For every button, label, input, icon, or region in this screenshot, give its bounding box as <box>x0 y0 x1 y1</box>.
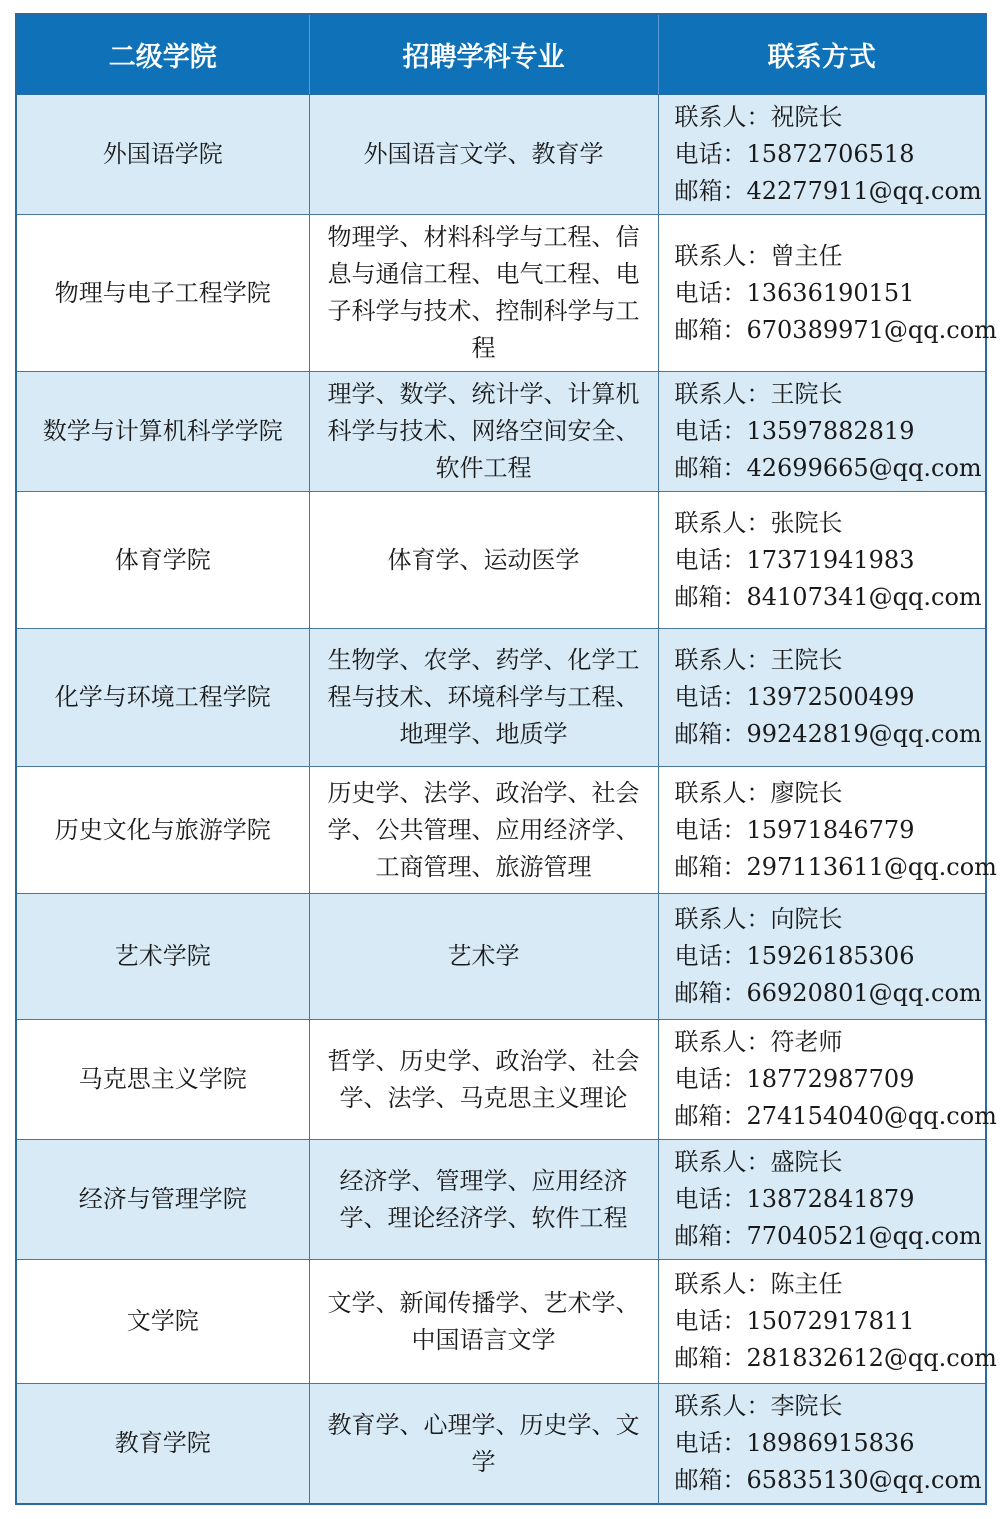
college-name: 物理与电子工程学院 <box>16 215 309 372</box>
college-name: 艺术学院 <box>16 894 309 1020</box>
majors-text: 物理学、材料科学与工程、信息与通信工程、电气工程、电子科学与技术、控制科学与工程 <box>309 215 658 372</box>
contact-phone: 电话：18772987709 <box>674 1065 915 1093</box>
contact-phone: 电话：13636190151 <box>674 278 915 307</box>
contact-phone: 电话：15926185306 <box>674 942 915 970</box>
majors-text: 历史学、法学、政治学、社会学、公共管理、应用经济学、工商管理、旅游管理 <box>309 767 658 894</box>
majors-text: 哲学、历史学、政治学、社会学、法学、马克思主义理论 <box>309 1020 658 1140</box>
contact-email: 邮箱：65835130@qq.com <box>674 1466 982 1494</box>
contact-person: 联系人：曾主任 <box>674 241 843 270</box>
contact-person: 联系人：盛院长 <box>674 1148 843 1176</box>
contact-phone: 电话：15072917811 <box>674 1307 915 1335</box>
contact-person: 联系人：廖院长 <box>674 778 843 807</box>
majors-text: 生物学、农学、药学、化学工程与技术、环境科学与工程、地理学、地质学 <box>309 629 658 767</box>
table-row <box>16 492 986 629</box>
contact-phone: 电话：17371941983 <box>674 545 915 574</box>
header-majors: 招聘学科专业 <box>309 14 658 95</box>
contact-email: 邮箱：99242819@qq.com <box>674 720 982 748</box>
contact-person: 联系人：张院长 <box>674 508 843 537</box>
table-row <box>16 1260 986 1384</box>
contact-cell <box>658 215 997 372</box>
table-row <box>16 372 986 492</box>
contact-phone: 电话：15872706518 <box>674 140 915 168</box>
contact-cell <box>658 894 986 1020</box>
college-name: 外国语学院 <box>16 95 309 215</box>
contact-cell <box>658 372 986 492</box>
contact-phone: 电话：13597882819 <box>674 417 915 445</box>
table-row <box>16 1020 986 1140</box>
contact-cell <box>658 1260 997 1384</box>
contact-email: 邮箱：297113611@qq.com <box>674 852 997 881</box>
contact-person: 联系人：王院长 <box>674 380 843 408</box>
table-row <box>16 95 986 215</box>
college-name: 数学与计算机科学学院 <box>16 372 309 492</box>
majors-text: 外国语言文学、教育学 <box>309 95 658 215</box>
college-name: 历史文化与旅游学院 <box>16 767 309 894</box>
college-name: 化学与环境工程学院 <box>16 629 309 767</box>
majors-text: 理学、数学、统计学、计算机科学与技术、网络空间安全、软件工程 <box>309 372 658 492</box>
contact-email: 邮箱：77040521@qq.com <box>674 1222 982 1250</box>
contact-phone: 电话：15971846779 <box>674 815 915 844</box>
college-name: 经济与管理学院 <box>16 1140 309 1260</box>
contact-person: 联系人：祝院长 <box>674 103 843 131</box>
colleges-recruitment-table <box>15 13 997 1505</box>
contact-cell <box>658 492 986 629</box>
contact-cell <box>658 629 986 767</box>
majors-text: 教育学、心理学、历史学、文学 <box>309 1384 658 1505</box>
header-college: 二级学院 <box>16 14 309 95</box>
contact-email: 邮箱：66920801@qq.com <box>674 979 982 1007</box>
college-name: 教育学院 <box>16 1384 309 1505</box>
contact-cell <box>658 1384 986 1505</box>
majors-text: 艺术学 <box>309 894 658 1020</box>
majors-text: 文学、新闻传播学、艺术学、中国语言文学 <box>309 1260 658 1384</box>
table-row <box>16 215 986 372</box>
college-name: 马克思主义学院 <box>16 1020 309 1140</box>
table-row <box>16 1140 986 1260</box>
contact-email: 邮箱：281832612@qq.com <box>674 1344 997 1372</box>
contact-person: 联系人：向院长 <box>674 905 843 933</box>
contact-person: 联系人：李院长 <box>674 1392 843 1420</box>
table-row <box>16 629 986 767</box>
majors-text: 经济学、管理学、应用经济学、理论经济学、软件工程 <box>309 1140 658 1260</box>
table-row <box>16 1384 986 1505</box>
contact-person: 联系人：符老师 <box>674 1028 843 1056</box>
contact-person: 联系人：王院长 <box>674 646 843 674</box>
contact-phone: 电话：13872841879 <box>674 1185 915 1213</box>
contact-cell <box>658 767 997 894</box>
contact-cell <box>658 95 986 215</box>
contact-email: 邮箱：84107341@qq.com <box>674 582 982 611</box>
table-row <box>16 767 986 894</box>
contact-email: 邮箱：42277911@qq.com <box>674 177 982 205</box>
contact-phone: 电话：13972500499 <box>674 683 915 711</box>
contact-email: 邮箱：42699665@qq.com <box>674 454 982 482</box>
contact-person: 联系人：陈主任 <box>674 1270 843 1298</box>
contact-email: 邮箱：274154040@qq.com <box>674 1102 997 1130</box>
header-row <box>16 14 986 95</box>
college-name: 文学院 <box>16 1260 309 1384</box>
majors-text: 体育学、运动医学 <box>309 492 658 629</box>
contact-cell <box>658 1140 986 1260</box>
table-row <box>16 894 986 1020</box>
contact-cell <box>658 1020 997 1140</box>
header-contact: 联系方式 <box>658 14 986 95</box>
college-name: 体育学院 <box>16 492 309 629</box>
contact-phone: 电话：18986915836 <box>674 1429 915 1457</box>
contact-email: 邮箱：670389971@qq.com <box>674 315 997 344</box>
